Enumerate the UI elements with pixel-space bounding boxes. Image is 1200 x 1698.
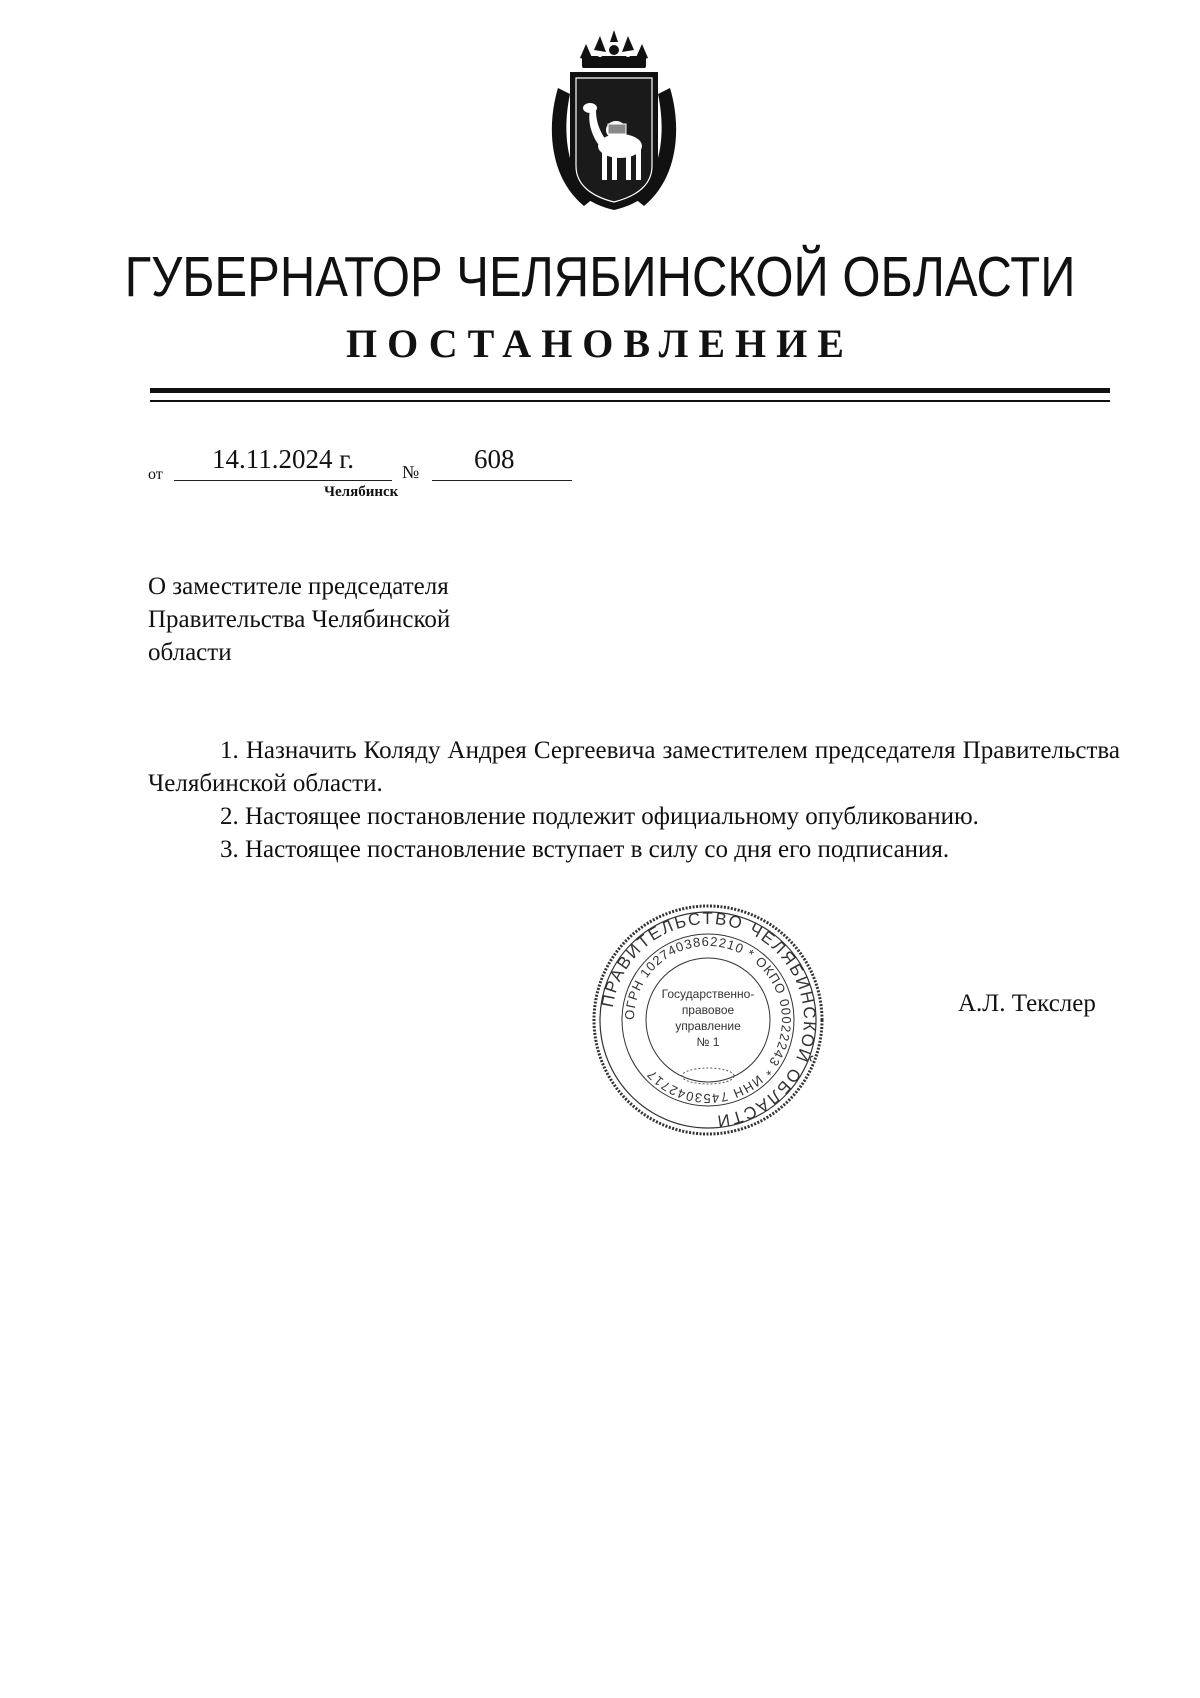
from-label: от	[148, 466, 163, 483]
body-paragraph: 3. Настоящее постановление вступает в силу со дня его подписания.	[220, 836, 950, 863]
document-body	[148, 734, 1120, 866]
document-subject	[148, 570, 450, 669]
document-type-title: ПОСТАНОВЛЕНИЕ	[346, 321, 854, 366]
body-paragraph: 1. Назначить Коляду Андрея Сергеевича заместителем председателя Правительства Челябинской области.	[148, 737, 1120, 797]
official-seal-stamp	[592, 904, 824, 1136]
number-label: №	[402, 462, 420, 482]
city-label: Челябинск	[324, 484, 399, 500]
stamp-center-line: правовое	[681, 1003, 735, 1017]
stamp-outer-text: ПРАВИТЕЛЬСТВО ЧЕЛЯБИНСКОЙ ОБЛАСТИ	[597, 908, 820, 1131]
number-underline	[432, 480, 572, 481]
stamp-center-line: № 1	[696, 1035, 720, 1049]
header-rule-thin	[150, 400, 1110, 402]
signatory-name: А.Л. Текслер	[958, 990, 1096, 1017]
subject-line: области	[148, 639, 232, 666]
document-number: 608	[474, 444, 515, 474]
body-paragraph: 2. Настоящее постановление подлежит официальному опубликованию.	[220, 803, 979, 830]
stamp-center-line: управление	[675, 1019, 741, 1033]
date-underline	[174, 480, 392, 481]
stamp-center-line: Государственно-	[661, 987, 755, 1001]
stamp-inner-ring-text: ОГРН 1027403862210 * ОКПО 00022243 * ИНН 7453042717	[621, 933, 795, 1107]
subject-line: Правительства Челябинской	[148, 606, 451, 633]
header-rule-thick	[150, 388, 1110, 393]
authority-title: ГУБЕРНАТОР ЧЕЛЯБИНСКОЙ ОБЛАСТИ	[124, 245, 1076, 309]
document-date: 14.11.2024 г.	[212, 444, 355, 474]
coat-of-arms-emblem	[544, 28, 684, 218]
subject-line: О заместителе председателя	[148, 573, 449, 600]
